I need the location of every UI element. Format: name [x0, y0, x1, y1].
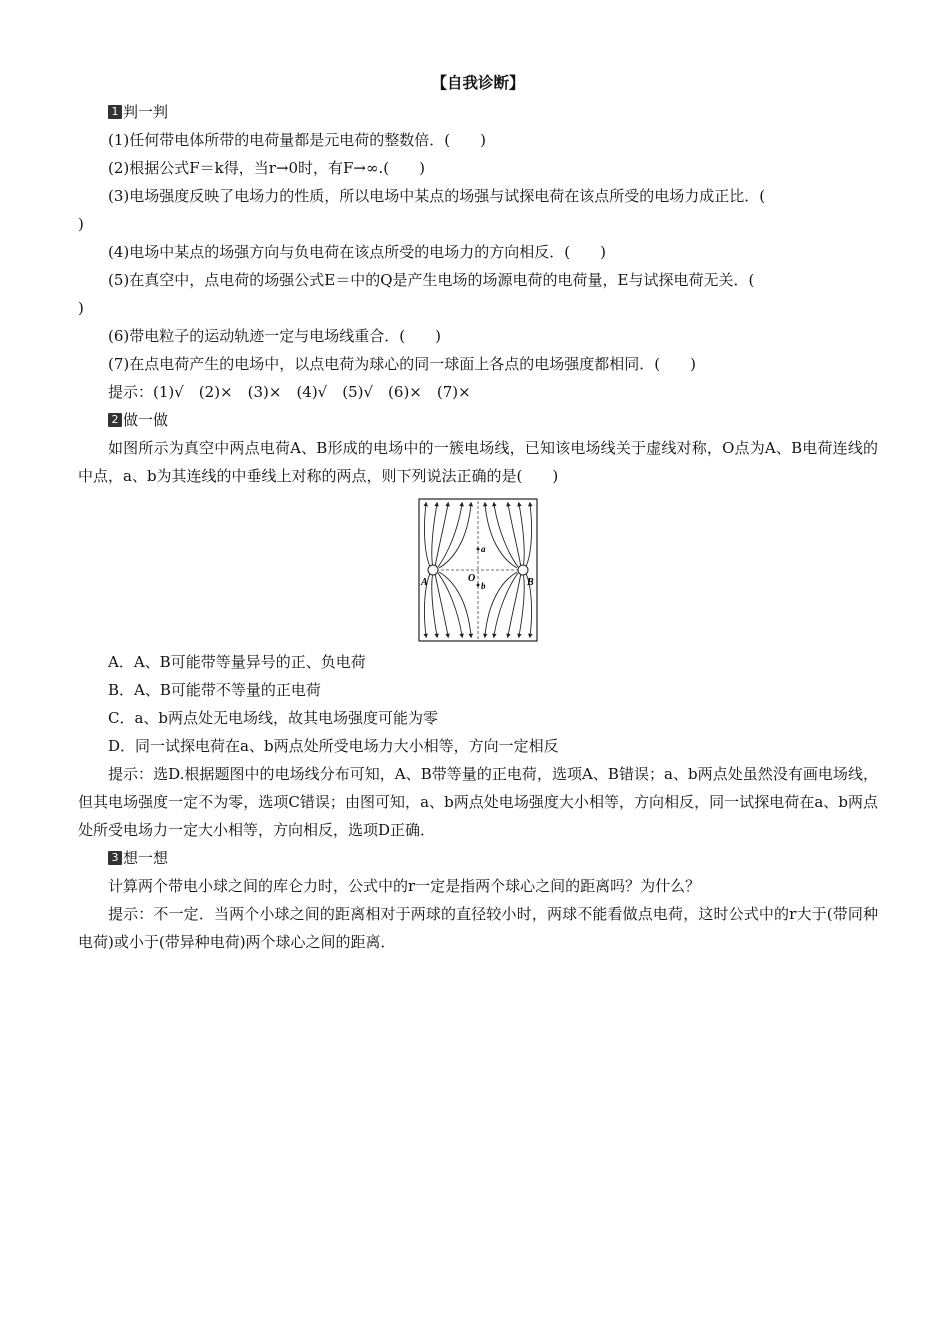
- section-think-header: [78, 844, 878, 872]
- section-do-header: [78, 406, 878, 434]
- judge-item-6: (6)带电粒子的运动轨迹一定与电场线重合．( ): [108, 327, 441, 345]
- field-lines-diagram: [418, 498, 538, 642]
- do-question: 如图所示为真空中两点电荷A、B形成的电场中的一簇电场线，已知该电场线关于虚线对称，O点为A、B电荷连线的中点，a、b为其连线的中垂线上对称的两点，则下列说法正确的是( ): [78, 439, 878, 485]
- section-title: 想一想: [123, 849, 169, 867]
- label-A: A: [421, 577, 428, 588]
- section-title: 判一判: [123, 103, 169, 121]
- label-O: O: [468, 573, 476, 584]
- section-judge-header: [78, 98, 878, 126]
- section-number-badge: 3: [108, 851, 122, 865]
- option-d: D．同一试探电荷在a、b两点处所受电场力大小相等，方向一定相反: [108, 737, 559, 755]
- judge-item-5-cont: ): [78, 299, 84, 317]
- point-a: [477, 548, 480, 551]
- charge-A: [428, 565, 438, 575]
- section-number-badge: 2: [108, 413, 122, 427]
- section-heading: 【自我诊断】: [431, 73, 525, 92]
- judge-item-1: (1)任何带电体所带的电荷量都是元电荷的整数倍．( ): [108, 131, 486, 149]
- point-b: [477, 584, 480, 587]
- section-title: 做一做: [123, 411, 169, 429]
- option-b: B．A、B可能带不等量的正电荷: [108, 681, 321, 699]
- label-b: b: [481, 581, 486, 591]
- judge-item-5: (5)在真空中，点电荷的场强公式E＝中的Q是产生电场的场源电荷的电荷量，E与试探电荷无关．(: [108, 271, 755, 289]
- think-hint: 提示：不一定．当两个小球之间的距离相对于两球的直径较小时，两球不能看做点电荷，这时公式中的r大于(带同种电荷)或小于(带异种电荷)两个球心之间的距离．: [78, 905, 878, 951]
- judge-item-2: (2)根据公式F＝k得，当r→0时，有F→∞.( ): [108, 159, 425, 177]
- judge-item-3-cont: ): [78, 215, 84, 233]
- option-c: C．a、b两点处无电场线，故其电场强度可能为零: [108, 709, 439, 727]
- judge-item-4: (4)电场中某点的场强方向与负电荷在该点所受的电场力的方向相反．( ): [108, 243, 606, 261]
- charge-B: [518, 565, 528, 575]
- do-hint: 提示：选D.根据题图中的电场线分布可知，A、B带等量的正电荷，选项A、B错误；a、b两点处虽然没有画电场线，但其电场强度一定不为零，选项C错误；由图可知，a、b两点处电场强度大小相等，方向相反，同一试探电荷在a、b两点处所受电场力一定大小相等，方向相反，选项D正确．: [78, 765, 878, 839]
- judge-item-7: (7)在点电荷产生的电场中，以点电荷为球心的同一球面上各点的电场强度都相同．( ): [108, 355, 696, 373]
- think-question: 计算两个带电小球之间的库仑力时，公式中的r一定是指两个球心之间的距离吗？为什么？: [108, 877, 701, 895]
- label-B: B: [527, 577, 534, 588]
- label-a: a: [481, 544, 486, 554]
- electric-field-figure: [78, 498, 878, 642]
- judge-item-3: (3)电场强度反映了电场力的性质，所以电场中某点的场强与试探电荷在该点所受的电场力成正比．(: [108, 187, 766, 205]
- page: [78, 68, 878, 956]
- section-number-badge: 1: [108, 105, 122, 119]
- judge-hint: 提示：(1)√ (2)× (3)× (4)√ (5)√ (6)× (7)×: [108, 383, 471, 401]
- option-a: A．A、B可能带等量异号的正、负电荷: [108, 653, 366, 671]
